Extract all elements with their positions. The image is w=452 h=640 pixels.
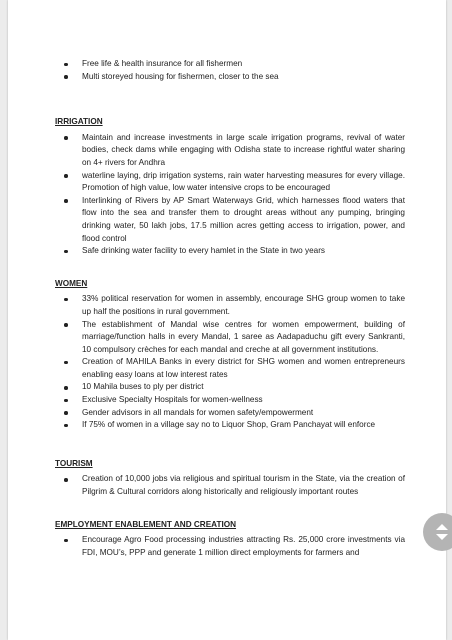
arrow-down-icon xyxy=(436,534,448,540)
list-item: Safe drinking water facility to every hamlet in the State in two years xyxy=(55,245,405,258)
irrigation-list xyxy=(55,132,405,258)
section-heading-employment: EMPLOYMENT ENABLEMENT AND CREATION xyxy=(55,519,237,529)
list-item: 10 Mahila buses to ply per district xyxy=(55,381,405,394)
list-item: Creation of 10,000 jobs via religious and spiritual tourism in the State, via the creation of Pilgrim & Cultural corridors along historically and religiously important routes xyxy=(55,473,405,498)
women-list xyxy=(55,293,405,432)
list-item: Interlinking of Rivers by AP Smart Waterways Grid, which harnesses flood waters that flow into the sea and transfer them to drought areas without any pumping, bringing drinking water, 50 lakh jobs, 17.5 million acres getting access to irrigation, power, and flood control xyxy=(55,195,405,245)
list-item: Creation of MAHILA Banks in every district for SHG women and women entrepreneurs enabling easy loans at low interest rates xyxy=(55,356,405,381)
section-heading-women: WOMEN xyxy=(55,278,88,288)
list-item: Exclusive Specialty Hospitals for women-wellness xyxy=(55,394,405,407)
list-item: Gender advisors in all mandals for women safety/empowerment xyxy=(55,407,405,420)
list-item: Free life & health insurance for all fishermen xyxy=(55,58,405,71)
list-item: Multi storeyed housing for fishermen, closer to the sea xyxy=(55,71,405,84)
list-item: Maintain and increase investments in large scale irrigation programs, revival of water bodies, check dams while engaging with Odisha state to increase rightful water sharing on 4+ rivers for Andhra xyxy=(55,132,405,170)
document-page xyxy=(8,0,446,640)
list-item: Encourage Agro Food processing industries attracting Rs. 25,000 crore investments via FDI, MOU’s, PPP and generate 1 million direct employments for farmers and xyxy=(55,534,405,559)
list-item: 33% political reservation for women in assembly, encourage SHG group women to take up half the positions in rural government. xyxy=(55,293,405,318)
tourism-list xyxy=(55,473,405,498)
intro-bullet-list xyxy=(55,58,405,83)
list-item: The establishment of Mandal wise centres for women empowerment, building of marriage/function halls in every Mandal, 1 saree as Aadapaduchu gift every Sankranti, 10 compulsory crèches for each mandal and creche at all government institutions. xyxy=(55,319,405,357)
list-item: If 75% of women in a village say no to Liquor Shop, Gram Panchayat will enforce xyxy=(55,419,405,432)
section-heading-tourism: TOURISM xyxy=(55,458,93,468)
section-heading-irrigation: IRRIGATION xyxy=(55,117,103,127)
arrow-up-icon xyxy=(436,524,448,530)
employment-list xyxy=(55,534,405,559)
document-content xyxy=(55,58,405,559)
list-item: waterline laying, drip irrigation systems, rain water harvesting measures for every village. Promotion of high value, low water intensive crops to be encouraged xyxy=(55,170,405,195)
